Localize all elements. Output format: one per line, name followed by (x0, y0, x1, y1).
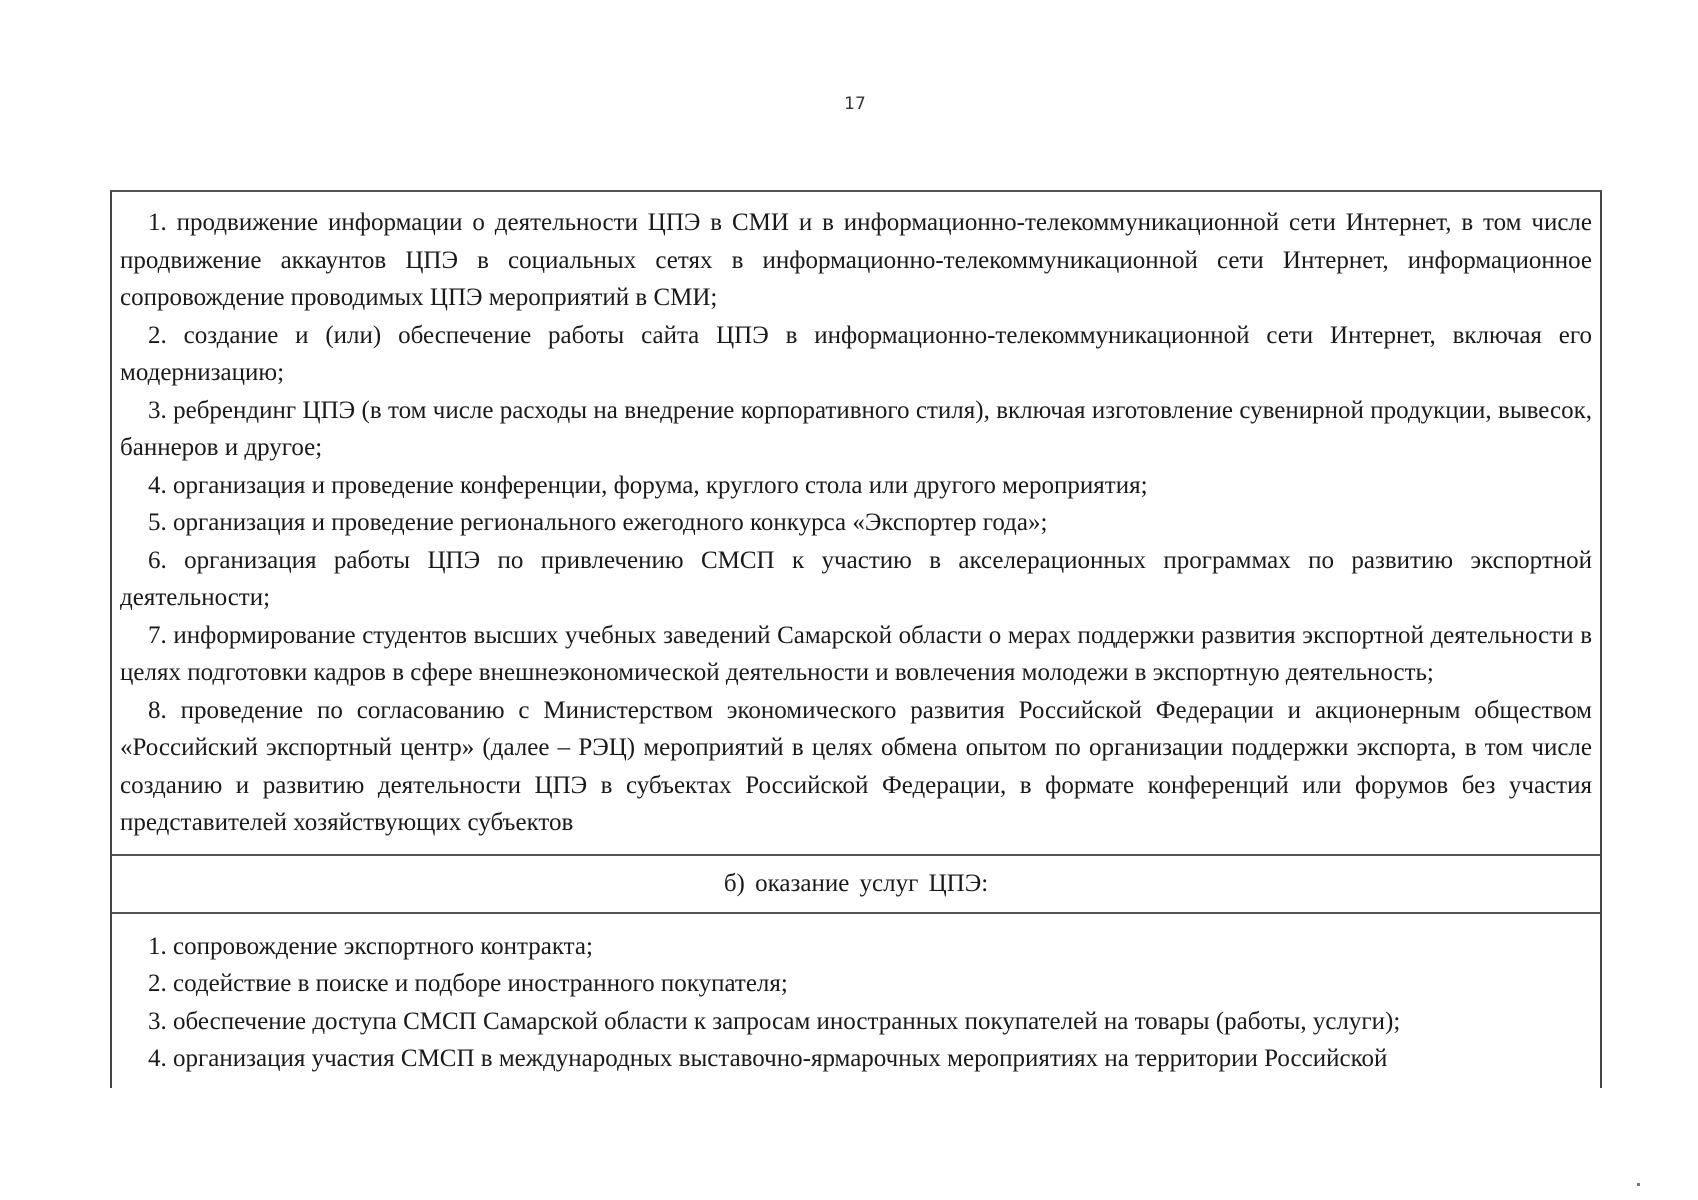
list-item: 8. проведение по согласованию с Министерством экономического развития Российской Федерации и акционерным обществом «Российский экспортный центр» (далее – РЭЦ) мероприятий в целях обмена опытом по организации поддержки экспорта, в том числе созданию и развитию деятельности ЦПЭ в субъектах Российской Федерации, в формате конференций или форумов без участия представителей хозяйствующих субъектов (120, 696, 1592, 836)
list-item: 4. организация участия СМСП в международных выставочно-ярмарочных мероприятиях на территории Российской (148, 1045, 1388, 1072)
list-item: 4. организация и проведение конференции, форума, круглого стола или другого мероприятия; (148, 471, 1148, 499)
scan-artifact (1637, 1183, 1640, 1186)
list-item: 3. ребрендинг ЦПЭ (в том числе расходы на внедрение корпоративного стиля), включая изготовление сувенирной продукции, вывесок, баннеров и другое; (120, 396, 1592, 461)
list-item: 1. сопровождение экспортного контракта; (148, 932, 593, 960)
document-table (110, 190, 1602, 1088)
list-item: 6. организация работы ЦПЭ по привлечению СМСП к участию в акселерационных программах по развитию экспортной деятельности; (120, 546, 1592, 611)
list-item: 3. обеспечение доступа СМСП Самарской области к запросам иностранных покупателей на товары (работы, услуги); (148, 1007, 1401, 1035)
section-b-content (112, 914, 1600, 1088)
page-number: 17 (844, 94, 866, 114)
list-item: 7. информирование студентов высших учебных заведений Самарской области о мерах поддержки развития экспортной деятельности в целях подготовки кадров в сфере внешнеэкономической деятельности и вовлечения молодежи в экспортную деятельность; (120, 621, 1592, 686)
list-item: 1. продвижение информации о деятельности ЦПЭ в СМИ и в информационно-телекоммуникационной сети Интернет, в том числе продвижение аккаунтов ЦПЭ в социальных сетях в информационно-телекоммуникационной сети Интернет, информационное сопровождение проводимых ЦПЭ мероприятий в СМИ; (120, 209, 1592, 311)
list-item: 2. содействие в поиске и подборе иностранного покупателя; (148, 970, 788, 997)
section-a-content (112, 192, 1600, 856)
section-b-header: б) оказание услуг ЦПЭ: (112, 856, 1600, 914)
list-item: 2. создание и (или) обеспечение работы сайта ЦПЭ в информационно-телекоммуникационной сети Интернет, включая его модернизацию; (120, 321, 1592, 386)
list-item: 5. организация и проведение регионального ежегодного конкурса «Экспортер года»; (148, 509, 1048, 536)
